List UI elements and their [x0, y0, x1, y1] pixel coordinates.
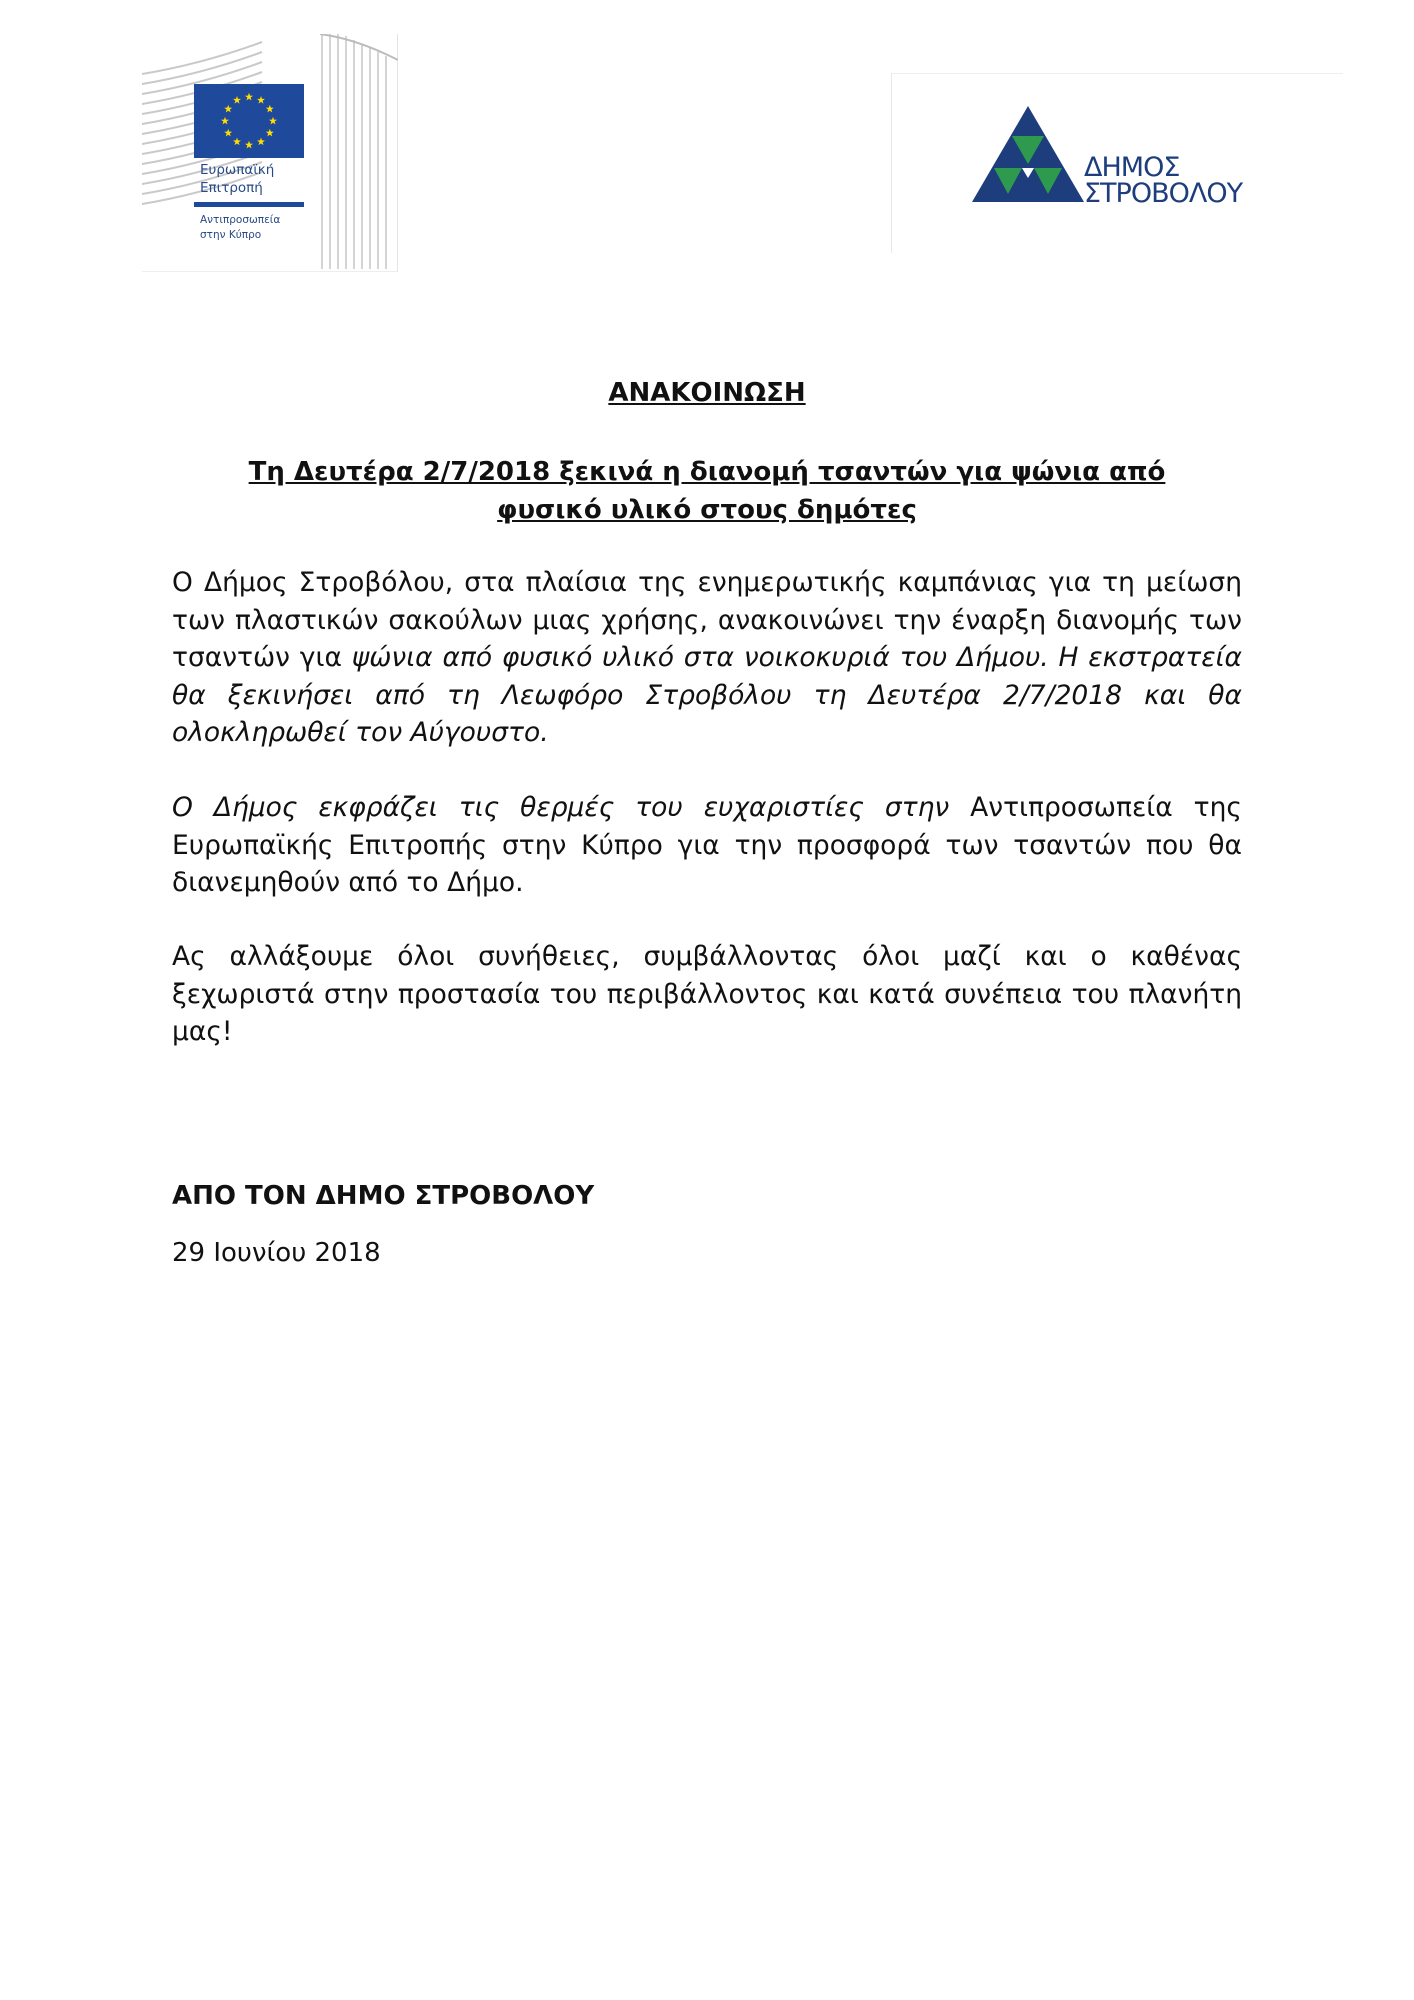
- paragraph-campaign: [172, 564, 1242, 752]
- eu-star-icon: [245, 93, 253, 101]
- strovolos-logo-text-line1: ΔΗΜΟΣ: [1084, 152, 1180, 183]
- paragraph-thanks: [172, 789, 1242, 902]
- eu-star-icon: [257, 138, 265, 146]
- eu-star-icon: [245, 141, 253, 149]
- strovolos-municipality-logo: [891, 73, 1343, 253]
- document-date: 29 Ιουνίου 2018: [172, 1238, 381, 1268]
- eu-star-icon: [224, 105, 232, 113]
- eu-stars-icon: [194, 84, 304, 158]
- eu-flag: [194, 84, 304, 158]
- eu-logo-subtext-line2: στην Κύπρο: [200, 229, 262, 241]
- eu-logo-text-line2: Επιτροπή: [200, 180, 263, 196]
- announcement-subtitle-line2: φυσικό υλικό στους δημότες: [497, 495, 917, 525]
- paragraph-campaign-italic: ψώνια από φυσικό υλικό στα νοικοκυριά του Δήμου. Η εκστρατεία θα ξεκινήσει από τη Λεωφόρο Στροβόλου τη Δευτέρα 2/7/2018 και θα ολοκληρωθεί τον Αύγουστο.: [172, 642, 1242, 748]
- announcement-subtitle-line1: Τη Δευτέρα 2/7/2018 ξεκινά η διανομή τσαντών για ψώνια από: [248, 457, 1166, 487]
- signature: ΑΠΟ ΤΟΝ ΔΗΜΟ ΣΤΡΟΒΟΛΟΥ: [172, 1181, 595, 1211]
- eu-logo-subtext-line1: Αντιπροσωπεία: [200, 214, 281, 226]
- eu-star-icon: [269, 117, 277, 125]
- paragraph-appeal: Ας αλλάξουμε όλοι συνήθειες, συμβάλλοντας όλοι μαζί και ο καθένας ξεχωριστά στην προστασία του περιβάλλοντος και κατά συνέπεια του πλανήτη μας!: [172, 941, 1242, 1047]
- eu-star-icon: [233, 138, 241, 146]
- triangle-emblem-icon: [972, 106, 1084, 206]
- eu-star-icon: [233, 96, 241, 104]
- eu-star-icon: [266, 105, 274, 113]
- paragraph-campaign-plain: Ο Δήμος Στροβόλου, στα πλαίσια της ενημερωτικής καμπάνιας για τη μείωση των πλαστικών σακούλων μιας χρήσης, ανακοινώνει την έναρξη διανομής των τσαντών για: [172, 567, 1242, 673]
- eu-logo-text-line1: Ευρωπαϊκή: [200, 162, 275, 178]
- paragraph-thanks-plain: Αντιπροσωπεία της Ευρωπαϊκής Επιτροπής στην Κύπρο για την προσφορά των τσαντών που θα διανεμηθούν από το Δήμο.: [172, 792, 1242, 898]
- eu-star-icon: [224, 129, 232, 137]
- paragraph-thanks-italic: Ο Δήμος εκφράζει τις θερμές του ευχαριστίες στην: [172, 792, 971, 823]
- strovolos-logo-text-line2: ΣΤΡΟΒΟΛΟΥ: [1084, 178, 1243, 209]
- eu-logo-divider: [194, 202, 304, 207]
- announcement-title: ΑΝΑΚΟΙΝΩΣΗ: [608, 378, 806, 408]
- eu-commission-logo: [142, 34, 398, 272]
- eu-star-icon: [257, 96, 265, 104]
- eu-star-icon: [221, 117, 229, 125]
- eu-star-icon: [266, 129, 274, 137]
- announcement-subtitle: [0, 453, 1414, 529]
